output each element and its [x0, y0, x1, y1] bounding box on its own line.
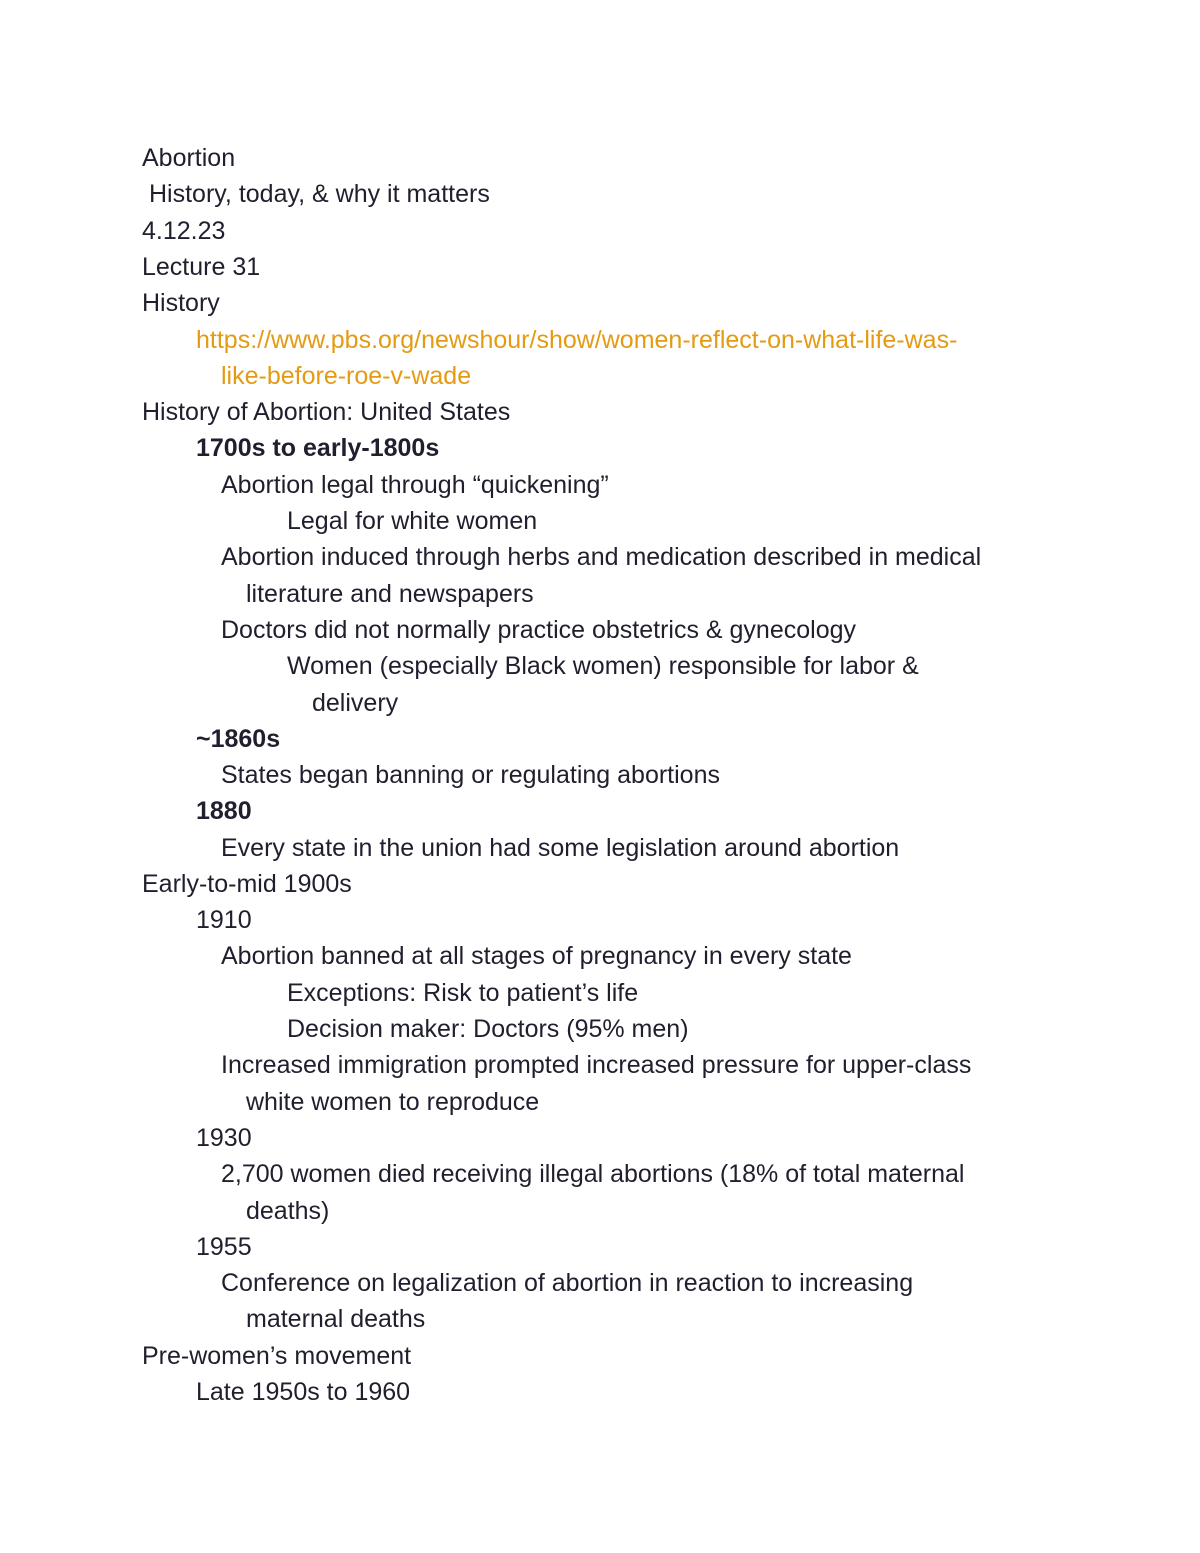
era-heading: 1700s to early-1800s [196, 434, 440, 462]
list-item: 2,700 women died receiving illegal abortions (18% of total maternal [221, 1160, 965, 1188]
list-item: Women (especially Black women) responsible for labor & [287, 652, 919, 680]
list-item: States began banning or regulating abortions [221, 761, 720, 789]
era-heading: 1880 [196, 797, 252, 825]
year-heading: 1955 [196, 1233, 252, 1261]
pbs-link-line1[interactable]: https://www.pbs.org/newshour/show/women-reflect-on-what-life-was- [196, 326, 958, 354]
era-heading: ~1860s [196, 725, 281, 753]
list-item: Increased immigration prompted increased pressure for upper-class [221, 1051, 972, 1079]
list-item: Abortion induced through herbs and medication described in medical [221, 543, 982, 571]
list-item: Legal for white women [287, 507, 538, 535]
list-item-continuation: delivery [312, 689, 399, 717]
list-item-continuation: white women to reproduce [246, 1088, 540, 1116]
pbs-link-line2[interactable]: like-before-roe-v-wade [221, 362, 472, 390]
list-item: Decision maker: Doctors (95% men) [287, 1015, 689, 1043]
list-item: Abortion banned at all stages of pregnancy in every state [221, 942, 852, 970]
us-history-heading: History of Abortion: United States [142, 398, 511, 426]
year-heading: Late 1950s to 1960 [196, 1378, 411, 1406]
list-item-continuation: deaths) [246, 1197, 330, 1225]
doc-subtitle: History, today, & why it matters [149, 180, 490, 208]
list-item: Exceptions: Risk to patient’s life [287, 979, 639, 1007]
doc-title: Abortion [142, 144, 236, 172]
lecture-number: Lecture 31 [142, 253, 261, 281]
list-item-continuation: literature and newspapers [246, 580, 534, 608]
section-heading: Pre-women’s movement [142, 1342, 412, 1370]
list-item: Doctors did not normally practice obstetrics & gynecology [221, 616, 857, 644]
history-heading: History [142, 289, 220, 317]
year-heading: 1930 [196, 1124, 252, 1152]
list-item-continuation: maternal deaths [246, 1305, 426, 1333]
year-heading: 1910 [196, 906, 252, 934]
section-heading: Early-to-mid 1900s [142, 870, 352, 898]
list-item: Every state in the union had some legislation around abortion [221, 834, 900, 862]
list-item: Conference on legalization of abortion in reaction to increasing [221, 1269, 914, 1297]
doc-date: 4.12.23 [142, 217, 226, 245]
list-item: Abortion legal through “quickening” [221, 471, 609, 499]
